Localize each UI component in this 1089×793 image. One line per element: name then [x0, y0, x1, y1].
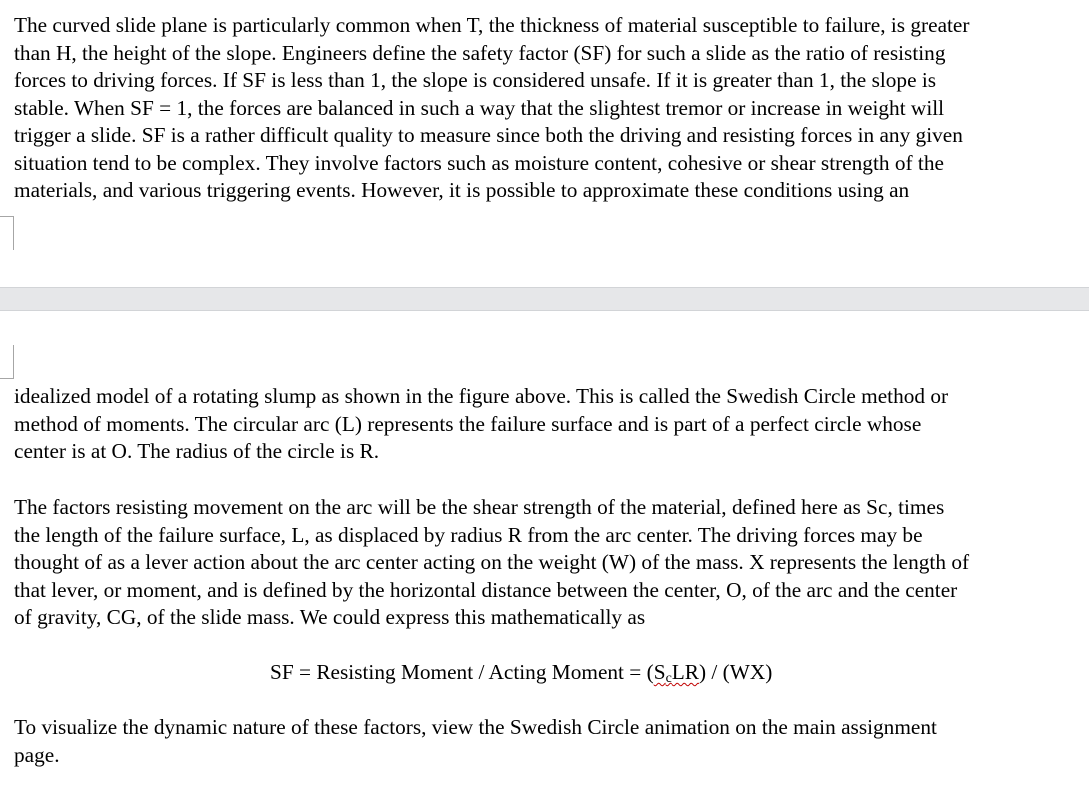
paragraph-curved-slide: [14, 12, 969, 205]
document-page-2: [0, 311, 1089, 793]
text-line: that lever, or moment, and is defined by the horizontal distance between the center, O, of the arc and the center: [14, 577, 958, 602]
text-line: The curved slide plane is particularly common when T, the thickness of material susceptible to failure, is greater: [14, 13, 970, 37]
formula-text: ) / (WX): [699, 660, 773, 684]
formula-symbol: LR: [671, 660, 700, 684]
formula-symbol: S: [653, 660, 666, 684]
paragraph-visualize: [14, 714, 937, 769]
text-line: method of moments. The circular arc (L) represents the failure surface and is part of a perfect circle whose: [14, 411, 922, 436]
text-line: center is at O. The radius of the circle is R.: [14, 439, 380, 463]
formula-text: SF = Resisting Moment / Acting Moment = (: [270, 660, 654, 684]
text-line: page.: [14, 742, 60, 767]
text-line: trigger a slide. SF is a rather difficult quality to measure since both the driving and resisting forces in any given: [14, 123, 963, 147]
text-line: forces to driving forces. If SF is less than 1, the slope is considered unsafe. If it is greater than 1, the slope is: [14, 68, 937, 92]
spelling-error-word[interactable]: [654, 660, 699, 684]
document-page-1: [0, 0, 1089, 287]
text-line: thought of as a lever action about the arc center acting on the weight (W) of the mass. X represents the length of: [14, 550, 970, 574]
text-line: To visualize the dynamic nature of these factors, view the Swedish Circle animation on the main assignment: [14, 715, 937, 739]
text-line: of gravity, CG, of the slide mass. We could express this mathematically as: [14, 605, 646, 629]
safety-factor-formula: [270, 659, 772, 693]
page-break-gap[interactable]: [0, 287, 1089, 311]
paragraph-swedish-circle: [14, 383, 948, 466]
text-line: materials, and various triggering events. However, it is possible to approximate these conditions using an: [14, 178, 910, 202]
text-line: than H, the height of the slope. Engineers define the safety factor (SF) for such a slide as the ratio of resisting: [14, 40, 946, 65]
text-line: situation tend to be complex. They involve factors such as moisture content, cohesive or shear strength of the: [14, 150, 944, 175]
text-boundary-corner-mark: [0, 216, 14, 250]
paragraph-resisting-factors: [14, 494, 969, 632]
text-line: The factors resisting movement on the arc will be the shear strength of the material, defined here as Sc, times: [14, 495, 945, 519]
text-line: stable. When SF = 1, the forces are balanced in such a way that the slightest tremor or increase in weight will: [14, 95, 945, 120]
text-boundary-corner-mark: [0, 345, 14, 379]
text-line: the length of the failure surface, L, as displaced by radius R from the arc center. The driving forces may be: [14, 522, 923, 547]
text-line: idealized model of a rotating slump as shown in the figure above. This is called the Swedish Circle method or: [14, 384, 949, 408]
formula-subscript: c: [665, 671, 672, 686]
